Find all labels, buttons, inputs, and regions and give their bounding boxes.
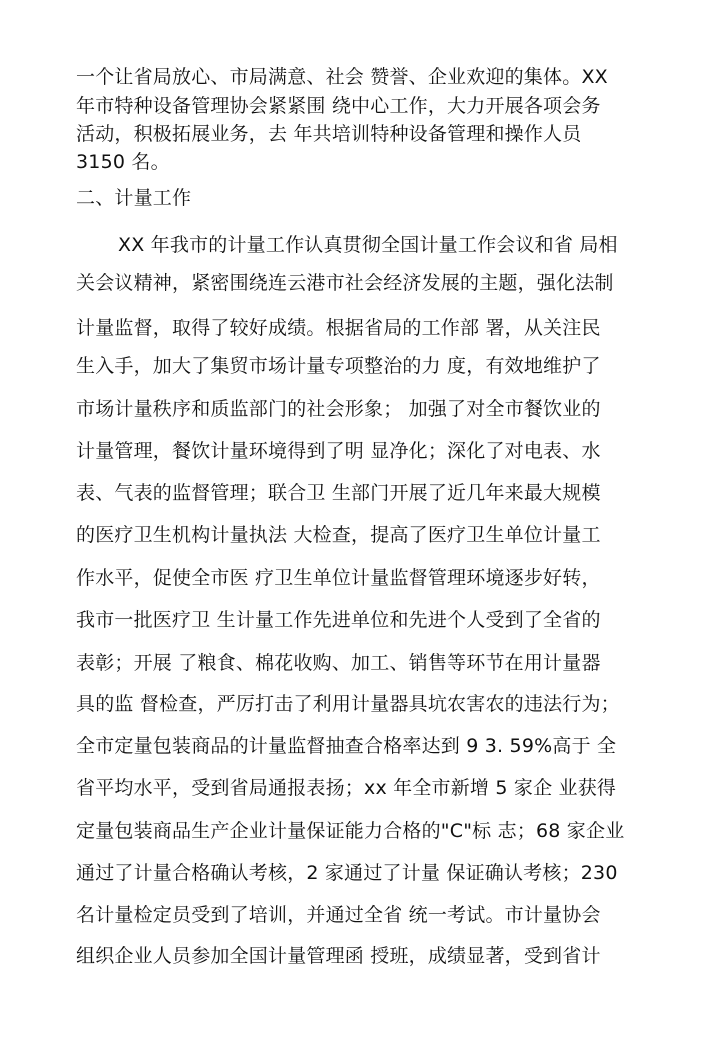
text-line: 活动，积极拓展业务，去 年共培训特种设备管理和操作人员: [76, 123, 582, 145]
text-line: 我市一批医疗卫 生计量工作先进单位和先进个人受到了全省的: [76, 609, 601, 631]
text-line: 市场计量秩序和质监部门的社会形象； 加强了对全市餐饮业的: [76, 398, 601, 420]
text-line: 表彰；开展 了粮食、棉花收购、加工、销售等环节在用计量器: [76, 652, 601, 674]
text-line: 省平均水平，受到省局通报表扬；xx 年全市新增 5 家企 业获得: [76, 777, 617, 799]
section-heading: 二、计量工作: [76, 187, 192, 209]
text-line: 表、气表的监督管理；联合卫 生部门开展了近几年来最大规模: [76, 482, 601, 504]
text-line: 组织企业人员参加全国计量管理函 授班，成绩显著，受到省计: [76, 945, 601, 967]
text-line: 全市定量包装商品的计量监督抽查合格率达到 9 3. 59%高于 全: [76, 735, 617, 757]
text-line: 作水平，促使全市医 疗卫生单位计量监督管理环境逐步好转，: [76, 567, 601, 589]
text-line: 计量监督，取得了较好成绩。根据省局的工作部 署，从关注民: [76, 317, 601, 339]
text-line: 计量管理，餐饮计量环境得到了明 显净化；深化了对电表、水: [76, 440, 601, 462]
text-line: 一个让省局放心、市局满意、社会 赞誉、企业欢迎的集体。XX: [76, 66, 608, 88]
text-line: XX 年我市的计量工作认真贯彻全国计量工作会议和省 局相: [118, 234, 618, 256]
text-line: 通过了计量合格确认考核，2 家通过了计量 保证确认考核；230: [76, 862, 618, 884]
text-line: 的医疗卫生机构计量执法 大检查，提高了医疗卫生单位计量工: [76, 524, 601, 546]
text-line: 生入手，加大了集贸市场计量专项整治的力 度，有效地维护了: [76, 355, 601, 377]
text-line: 定量包装商品生产企业计量保证能力合格的"C"标 志；68 家企业: [76, 820, 625, 842]
text-line: 年市特种设备管理协会紧紧围 绕中心工作，大力开展各项会务: [76, 95, 601, 117]
text-line: 关会议精神，紧密围绕连云港市社会经济发展的主题，强化法制: [76, 272, 614, 294]
text-line: 具的监 督检查，严厉打击了利用计量器具坑农害农的违法行为；: [76, 693, 620, 715]
text-line: 3150 名。: [76, 151, 170, 173]
text-line: 名计量检定员受到了培训，并通过全省 统一考试。市计量协会: [76, 904, 601, 926]
